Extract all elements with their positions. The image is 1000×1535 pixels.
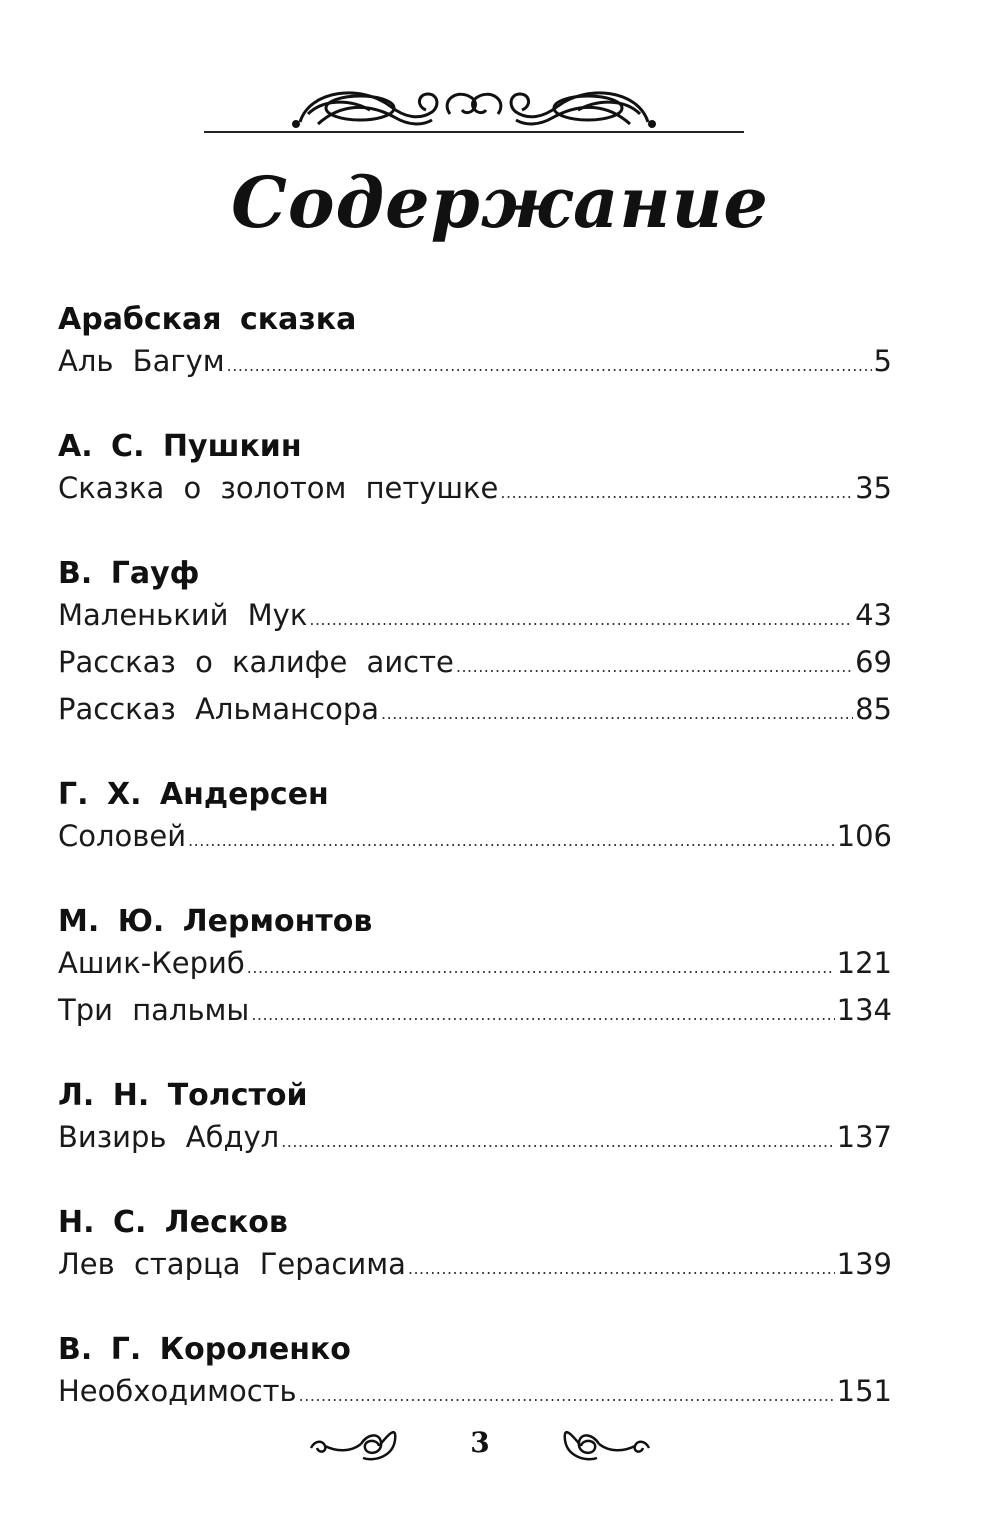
toc-section — [58, 1330, 892, 1417]
toc-section — [58, 775, 892, 862]
toc-entry[interactable] — [58, 815, 892, 862]
toc-section — [58, 902, 892, 1036]
entry-title: Ашик-Кериб — [58, 946, 245, 980]
flourish-divider-icon — [200, 70, 748, 140]
dot-leader — [299, 1370, 835, 1417]
entry-page-number: 151 — [836, 1374, 892, 1408]
toc-section — [58, 427, 892, 514]
entry-title: Лев старца Герасима — [58, 1247, 406, 1281]
dot-leader — [309, 594, 853, 641]
entry-page-number: 137 — [836, 1120, 892, 1154]
entry-page-number: 43 — [855, 598, 892, 632]
entry-title: Визирь Абдул — [58, 1120, 280, 1154]
dot-leader — [500, 467, 853, 514]
toc-section — [58, 554, 892, 735]
dot-leader — [251, 989, 834, 1036]
toc-entry[interactable] — [58, 688, 892, 735]
toc-entry[interactable] — [58, 641, 892, 688]
dot-leader — [281, 1116, 834, 1163]
entry-page-number: 35 — [855, 471, 892, 505]
swirl-right-icon — [555, 1418, 655, 1468]
table-of-contents — [58, 300, 892, 1457]
page-title: Содержание — [231, 161, 769, 244]
entry-title: Рассказ о калифе аисте — [58, 645, 454, 679]
page-number: 3 — [470, 1426, 490, 1459]
page-footer — [0, 1418, 1000, 1474]
entry-page-number: 85 — [855, 692, 892, 726]
entry-title: Соловей — [58, 819, 187, 853]
toc-entry[interactable] — [58, 594, 892, 641]
dot-leader — [408, 1243, 835, 1290]
toc-entry[interactable] — [58, 340, 892, 387]
entry-title: Три пальмы — [58, 993, 250, 1027]
dot-leader — [247, 942, 835, 989]
dot-leader — [227, 340, 872, 387]
toc-section — [58, 300, 892, 387]
section-author: В. Гауф — [58, 556, 200, 591]
section-author: Л. Н. Толстой — [58, 1078, 308, 1113]
toc-entry[interactable] — [58, 467, 892, 514]
dot-leader — [188, 815, 835, 862]
entry-page-number: 139 — [836, 1247, 892, 1281]
entry-title: Сказка о золотом петушке — [58, 471, 499, 505]
section-author: Н. С. Лесков — [58, 1205, 288, 1240]
entry-title: Рассказ Альмансора — [58, 692, 380, 726]
toc-section — [58, 1203, 892, 1290]
entry-title: Аль Багум — [58, 344, 225, 378]
toc-entry[interactable] — [58, 1370, 892, 1417]
entry-page-number: 5 — [873, 344, 892, 378]
swirl-left-icon — [305, 1418, 405, 1468]
dot-leader — [381, 688, 853, 735]
entry-page-number: 134 — [836, 993, 892, 1027]
toc-section — [58, 1076, 892, 1163]
toc-entry[interactable] — [58, 1116, 892, 1163]
section-author: Г. Х. Андерсен — [58, 777, 329, 812]
entry-title: Маленький Мук — [58, 598, 308, 632]
entry-page-number: 121 — [836, 946, 892, 980]
section-author: М. Ю. Лермонтов — [58, 904, 373, 939]
dot-leader — [456, 641, 853, 688]
toc-entry[interactable] — [58, 942, 892, 989]
entry-page-number: 69 — [855, 645, 892, 679]
entry-page-number: 106 — [836, 819, 892, 853]
section-author: В. Г. Короленко — [58, 1332, 351, 1367]
section-author: А. С. Пушкин — [58, 429, 302, 464]
toc-entry[interactable] — [58, 1243, 892, 1290]
toc-entry[interactable] — [58, 989, 892, 1036]
section-author: Арабская сказка — [58, 302, 357, 337]
entry-title: Необходимость — [58, 1374, 297, 1408]
